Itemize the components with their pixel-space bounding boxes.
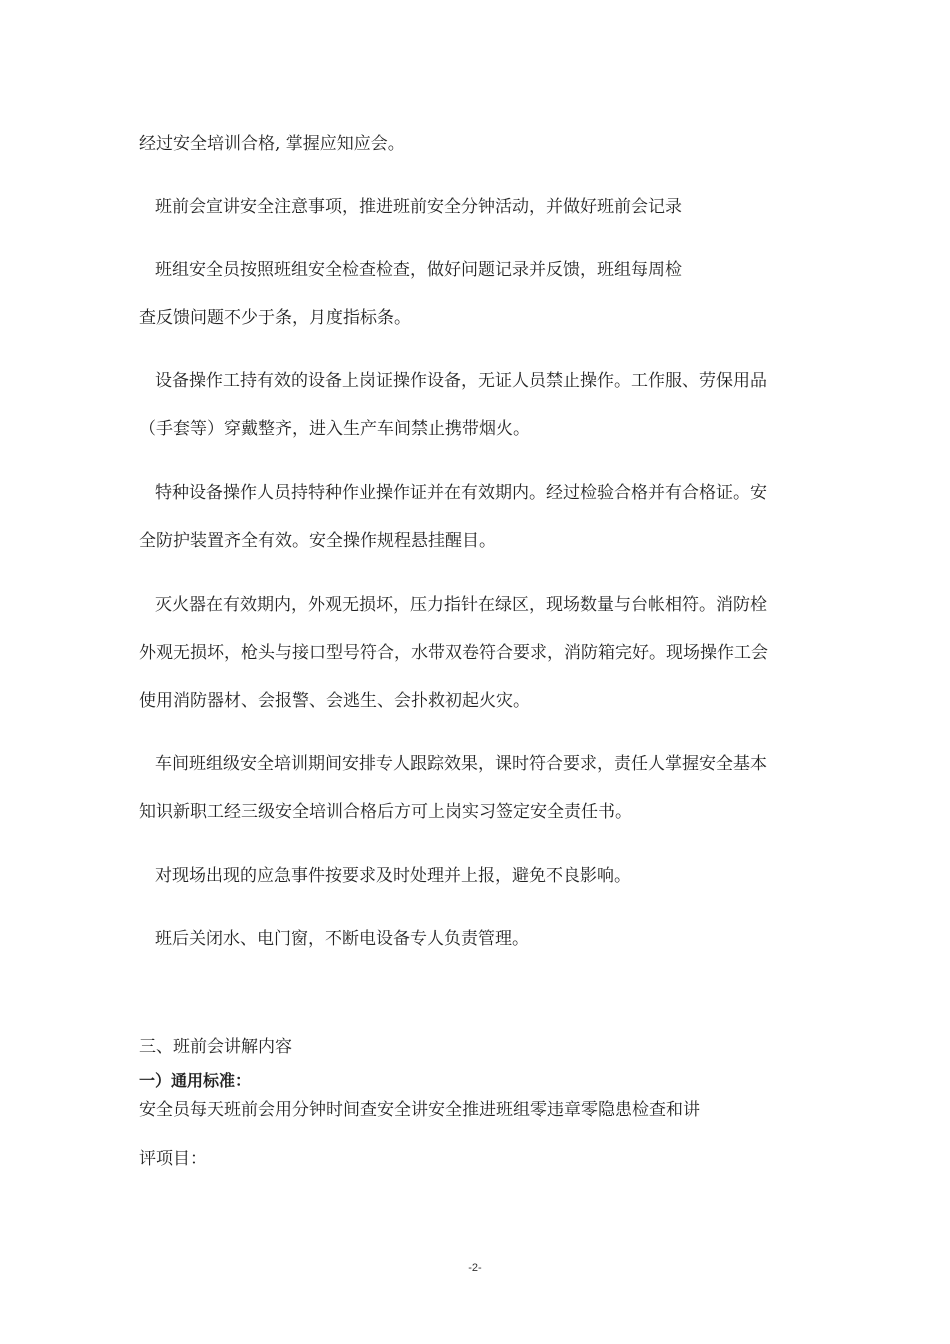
section-heading: 三、班前会讲解内容 (139, 1037, 292, 1057)
paragraph-line: （手套等）穿戴整齐，进入生产车间禁止携带烟火。 (139, 419, 530, 439)
page-number: -2- (468, 1262, 482, 1274)
paragraph-line: 知识新职工经三级安全培训合格后方可上岗实习签定安全责任书。 (139, 802, 632, 822)
paragraph-line: 使用消防器材、会报警、会逃生、会扑救初起火灾。 (139, 691, 530, 711)
paragraph-line: 外观无损坏，枪头与接口型号符合，水带双卷符合要求，消防箱完好。现场操作工会 (139, 643, 768, 663)
paragraph-line: 特种设备操作人员持特种作业操作证并在有效期内。经过检验合格并有合格证。安 (155, 483, 767, 503)
paragraph-line: 评项目： (139, 1149, 207, 1169)
paragraph-line: 设备操作工持有效的设备上岗证操作设备，无证人员禁止操作。工作服、劳保用品 (155, 371, 767, 391)
paragraph-line: 车间班组级安全培训期间安排专人跟踪效果，课时符合要求，责任人掌握安全基本 (155, 754, 767, 774)
paragraph-line: 班组安全员按照班组安全检查检查，做好问题记录并反馈，班组每周检 (155, 260, 682, 280)
paragraph-line: 查反馈问题不少于条，月度指标条。 (139, 308, 411, 328)
paragraph-line: 全防护装置齐全有效。安全操作规程悬挂醒目。 (139, 531, 496, 551)
paragraph-line: 经过安全培训合格, 掌握应知应会。 (139, 134, 405, 154)
section-subheading: 一）通用标准： (139, 1071, 252, 1090)
paragraph-line: 灭火器在有效期内，外观无损坏，压力指针在绿区，现场数量与台帐相符。消防栓 (155, 595, 767, 615)
paragraph-line: 对现场出现的应急事件按要求及时处理并上报，避免不良影响。 (155, 866, 631, 886)
paragraph-line: 班后关闭水、电门窗，不断电设备专人负责管理。 (155, 929, 529, 949)
paragraph-line: 安全员每天班前会用分钟时间查安全讲安全推进班组零违章零隐患检查和讲 (139, 1100, 700, 1120)
paragraph-line: 班前会宣讲安全注意事项，推进班前安全分钟活动，并做好班前会记录 (155, 197, 682, 217)
